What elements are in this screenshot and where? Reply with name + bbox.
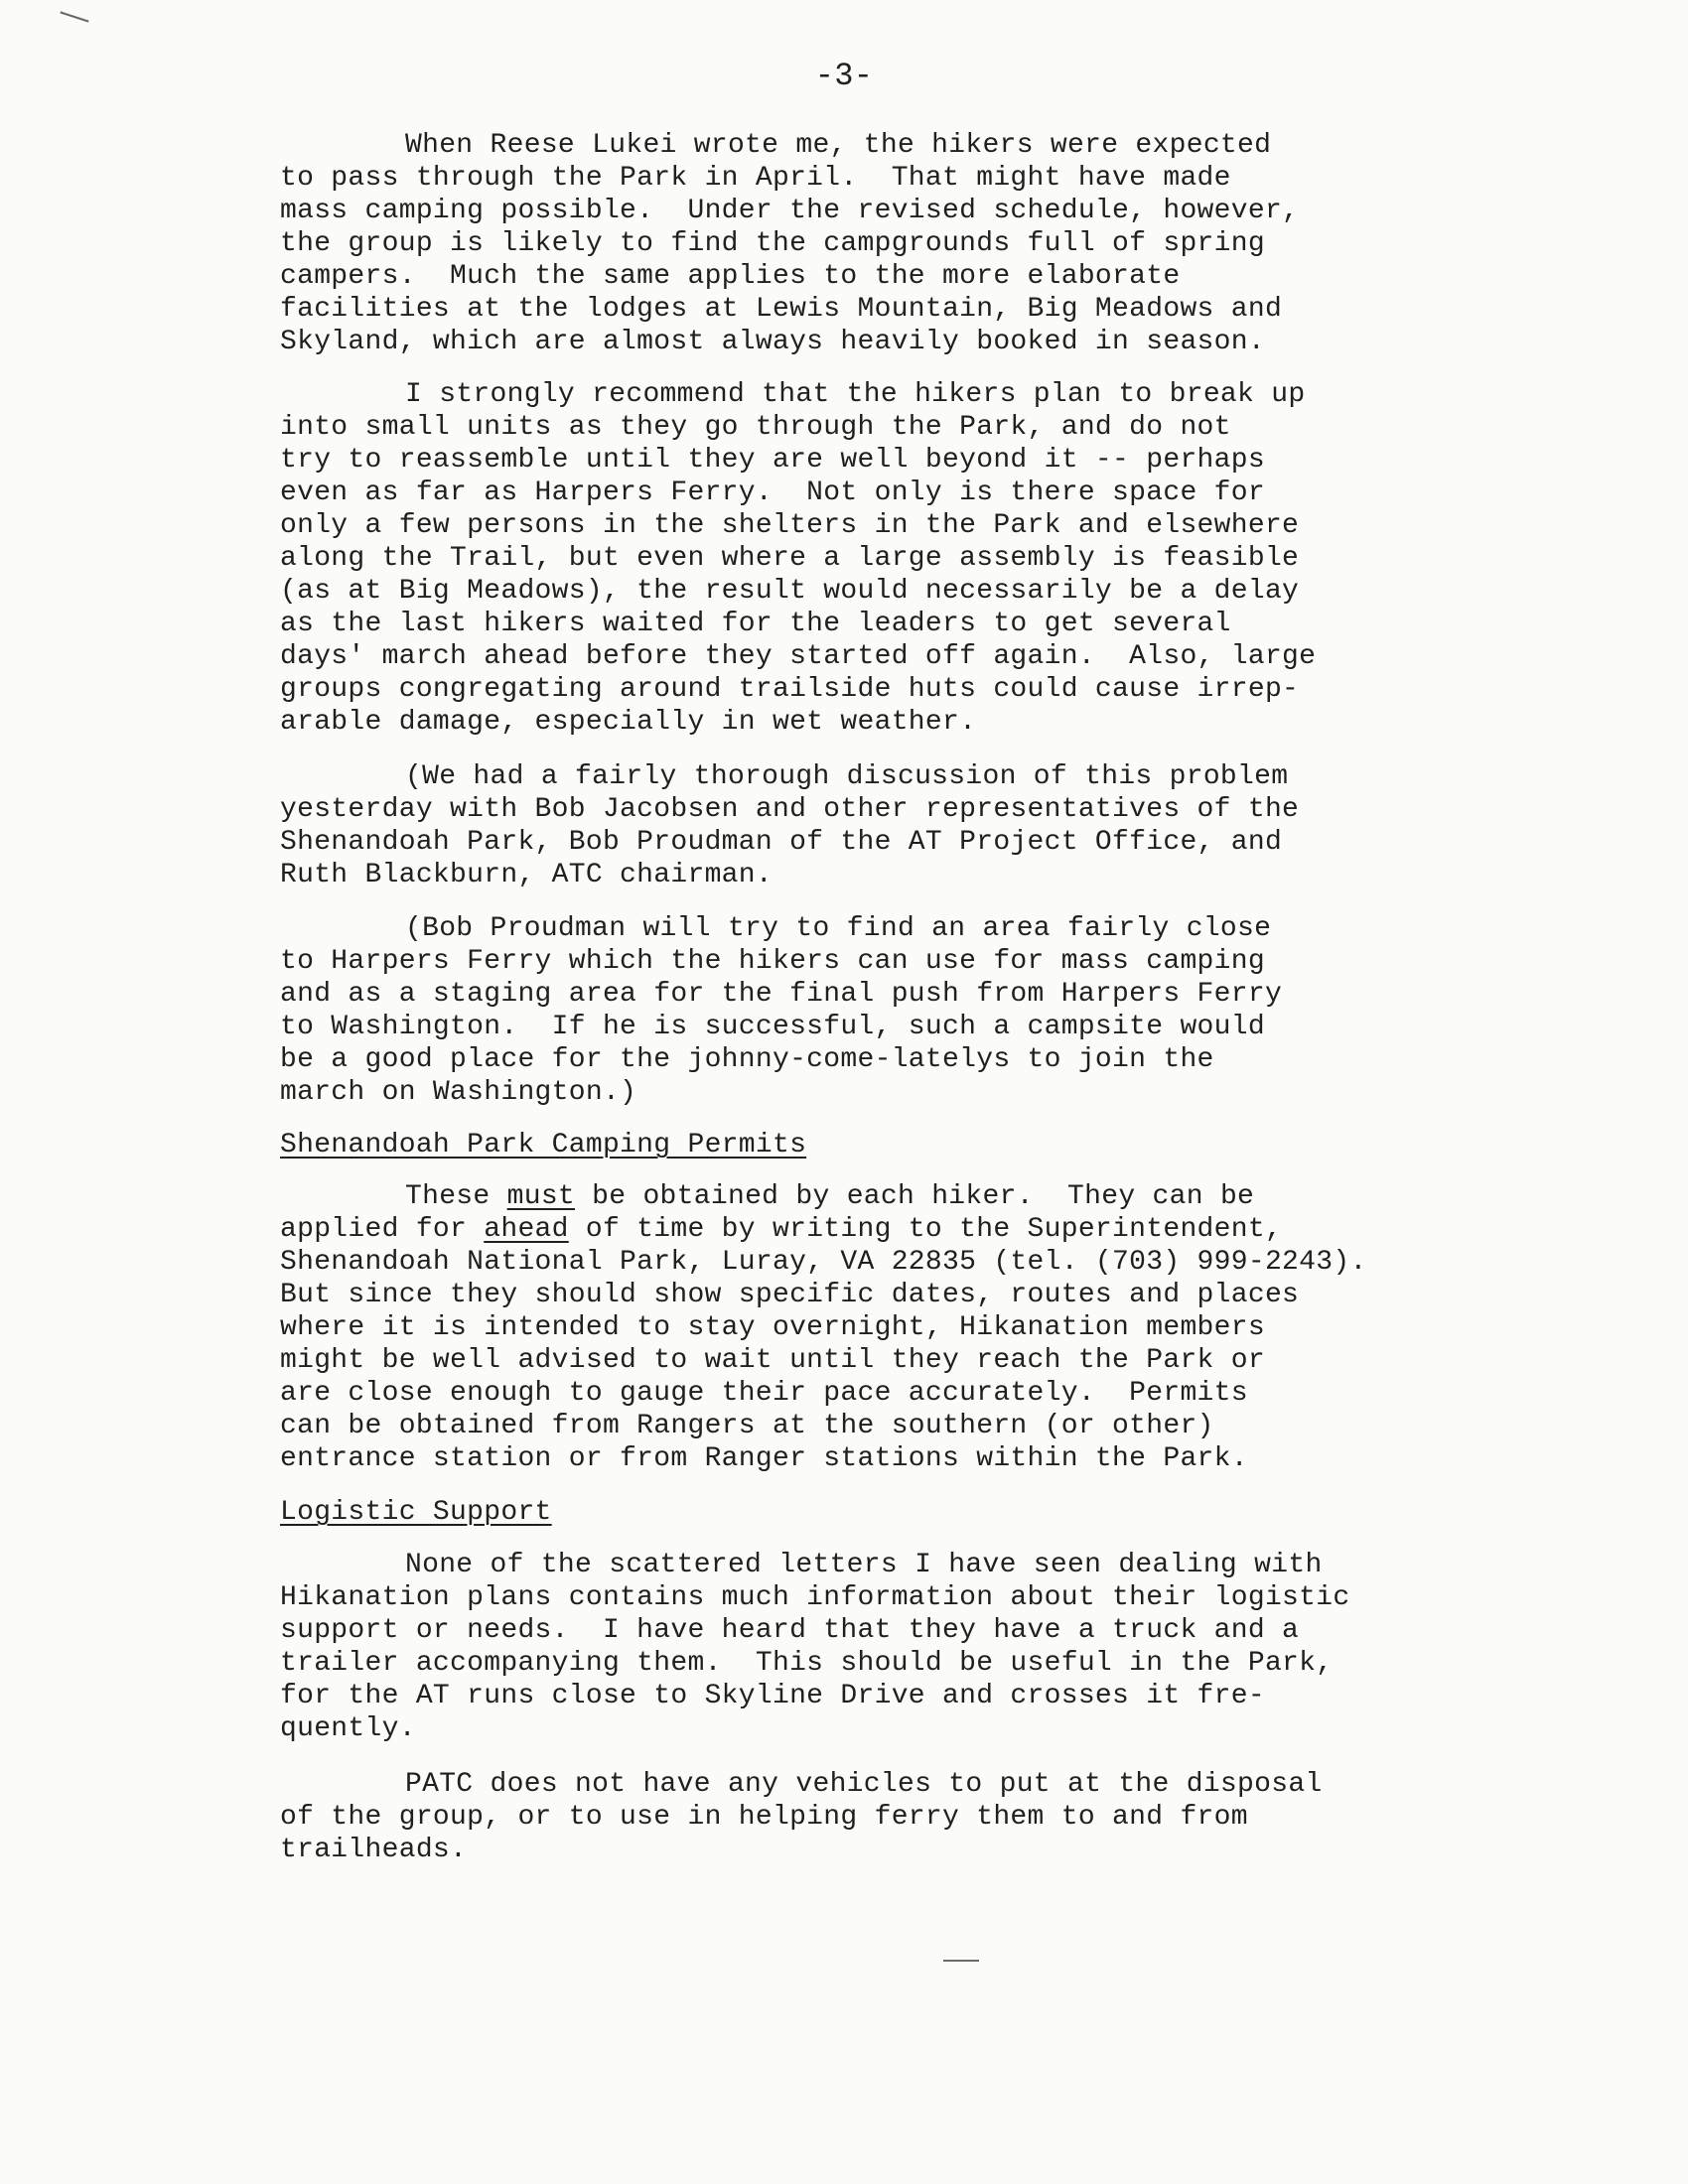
paragraph-4-line-6: march on Washington.) — [280, 1077, 637, 1108]
paragraph-1-line-1: When Reese Lukei wrote me, the hikers were expected — [405, 130, 1272, 161]
paragraph-5-line-1: These must be obtained by each hiker. They can be — [405, 1181, 1255, 1212]
paragraph-5-line-5: where it is intended to stay overnight, Hikanation members — [280, 1312, 1265, 1343]
paragraph-7-line-2: of the group, or to use in helping ferry them to and from — [280, 1802, 1248, 1833]
paragraph-3-line-1: (We had a fairly thorough discussion of this problem — [405, 761, 1289, 792]
paragraph-1-line-4: the group is likely to find the campgrounds full of spring — [280, 228, 1265, 259]
paragraph-4-line-2: to Harpers Ferry which the hikers can use for mass camping — [280, 946, 1265, 977]
paragraph-5-line-6: might be well advised to wait until they reach the Park or — [280, 1345, 1265, 1376]
paragraph-1-line-5: campers. Much the same applies to the more elaborate — [280, 261, 1181, 292]
paragraph-5-line-2: applied for ahead of time by writing to the Superintendent, — [280, 1214, 1283, 1245]
paragraph-4-line-5: be a good place for the johnny-come-latelys to join the — [280, 1044, 1214, 1075]
paragraph-5-line-8: can be obtained from Rangers at the southern (or other) — [280, 1411, 1214, 1441]
paragraph-6-line-1: None of the scattered letters I have seen dealing with — [405, 1550, 1323, 1580]
paragraph-2-line-5: only a few persons in the shelters in the Park and elsewhere — [280, 510, 1300, 541]
paragraph-4-line-4: to Washington. If he is successful, such a campsite would — [280, 1012, 1265, 1042]
paragraph-4-line-1: (Bob Proudman will try to find an area fairly close — [405, 913, 1272, 944]
paragraph-2-line-4: even as far as Harpers Ferry. Not only is there space for — [280, 478, 1265, 508]
paragraph-2-line-1: I strongly recommend that the hikers plan to break up — [405, 379, 1306, 410]
paragraph-3-line-4: Ruth Blackburn, ATC chairman. — [280, 860, 773, 890]
paragraph-7-line-1: PATC does not have any vehicles to put at the disposal — [405, 1769, 1323, 1800]
section-heading-logistic-support: Logistic Support — [280, 1497, 552, 1528]
paragraph-2-line-2: into small units as they go through the Park, and do not — [280, 412, 1231, 443]
paragraph-2-line-10: groups congregating around trailside huts could cause irrep- — [280, 674, 1300, 705]
paragraph-6-line-2: Hikanation plans contains much information about their logistic — [280, 1582, 1350, 1613]
paragraph-1-line-7: Skyland, which are almost always heavily booked in season. — [280, 327, 1265, 357]
dash-mark — [943, 1960, 979, 1962]
paragraph-5-line-9: entrance station or from Ranger stations within the Park. — [280, 1443, 1248, 1474]
paragraph-3-line-2: yesterday with Bob Jacobsen and other representatives of the — [280, 794, 1300, 825]
paragraph-2-line-3: try to reassemble until they are well beyond it -- perhaps — [280, 445, 1265, 476]
paragraph-6-line-4: trailer accompanying them. This should be useful in the Park, — [280, 1648, 1334, 1679]
paragraph-6-line-3: support or needs. I have heard that they have a truck and a — [280, 1615, 1300, 1646]
paragraph-2-line-9: days' march ahead before they started off again. Also, large — [280, 641, 1317, 672]
section-heading-camping-permits: Shenandoah Park Camping Permits — [280, 1130, 807, 1160]
corner-mark — [60, 11, 88, 22]
paragraph-5-line-4: But since they should show specific dates, routes and places — [280, 1280, 1300, 1310]
page-number: -3- — [814, 58, 874, 94]
paragraph-6-line-5: for the AT runs close to Skyline Drive and crosses it fre- — [280, 1681, 1265, 1711]
paragraph-5-line-3: Shenandoah National Park, Luray, VA 22835 (tel. (703) 999-2243). — [280, 1247, 1367, 1278]
paragraph-5-line-7: are close enough to gauge their pace accurately. Permits — [280, 1378, 1248, 1409]
underlined-word: must — [506, 1181, 576, 1212]
paragraph-1-line-2: to pass through the Park in April. That might have made — [280, 163, 1231, 194]
paragraph-1-line-6: facilities at the lodges at Lewis Mountain, Big Meadows and — [280, 294, 1283, 325]
paragraph-7-line-3: trailheads. — [280, 1835, 468, 1865]
paragraph-2-line-11: arable damage, especially in wet weather. — [280, 707, 977, 738]
paragraph-1-line-3: mass camping possible. Under the revised schedule, however, — [280, 196, 1300, 226]
paragraph-2-line-8: as the last hikers waited for the leaders to get several — [280, 609, 1231, 639]
paragraph-2-line-7: (as at Big Meadows), the result would necessarily be a delay — [280, 576, 1300, 607]
paragraph-6-line-6: quently. — [280, 1713, 416, 1744]
paragraph-2-line-6: along the Trail, but even where a large assembly is feasible — [280, 543, 1300, 574]
paragraph-4-line-3: and as a staging area for the final push from Harpers Ferry — [280, 979, 1283, 1010]
paragraph-3-line-3: Shenandoah Park, Bob Proudman of the AT Project Office, and — [280, 827, 1283, 858]
underlined-word: ahead — [484, 1214, 569, 1245]
